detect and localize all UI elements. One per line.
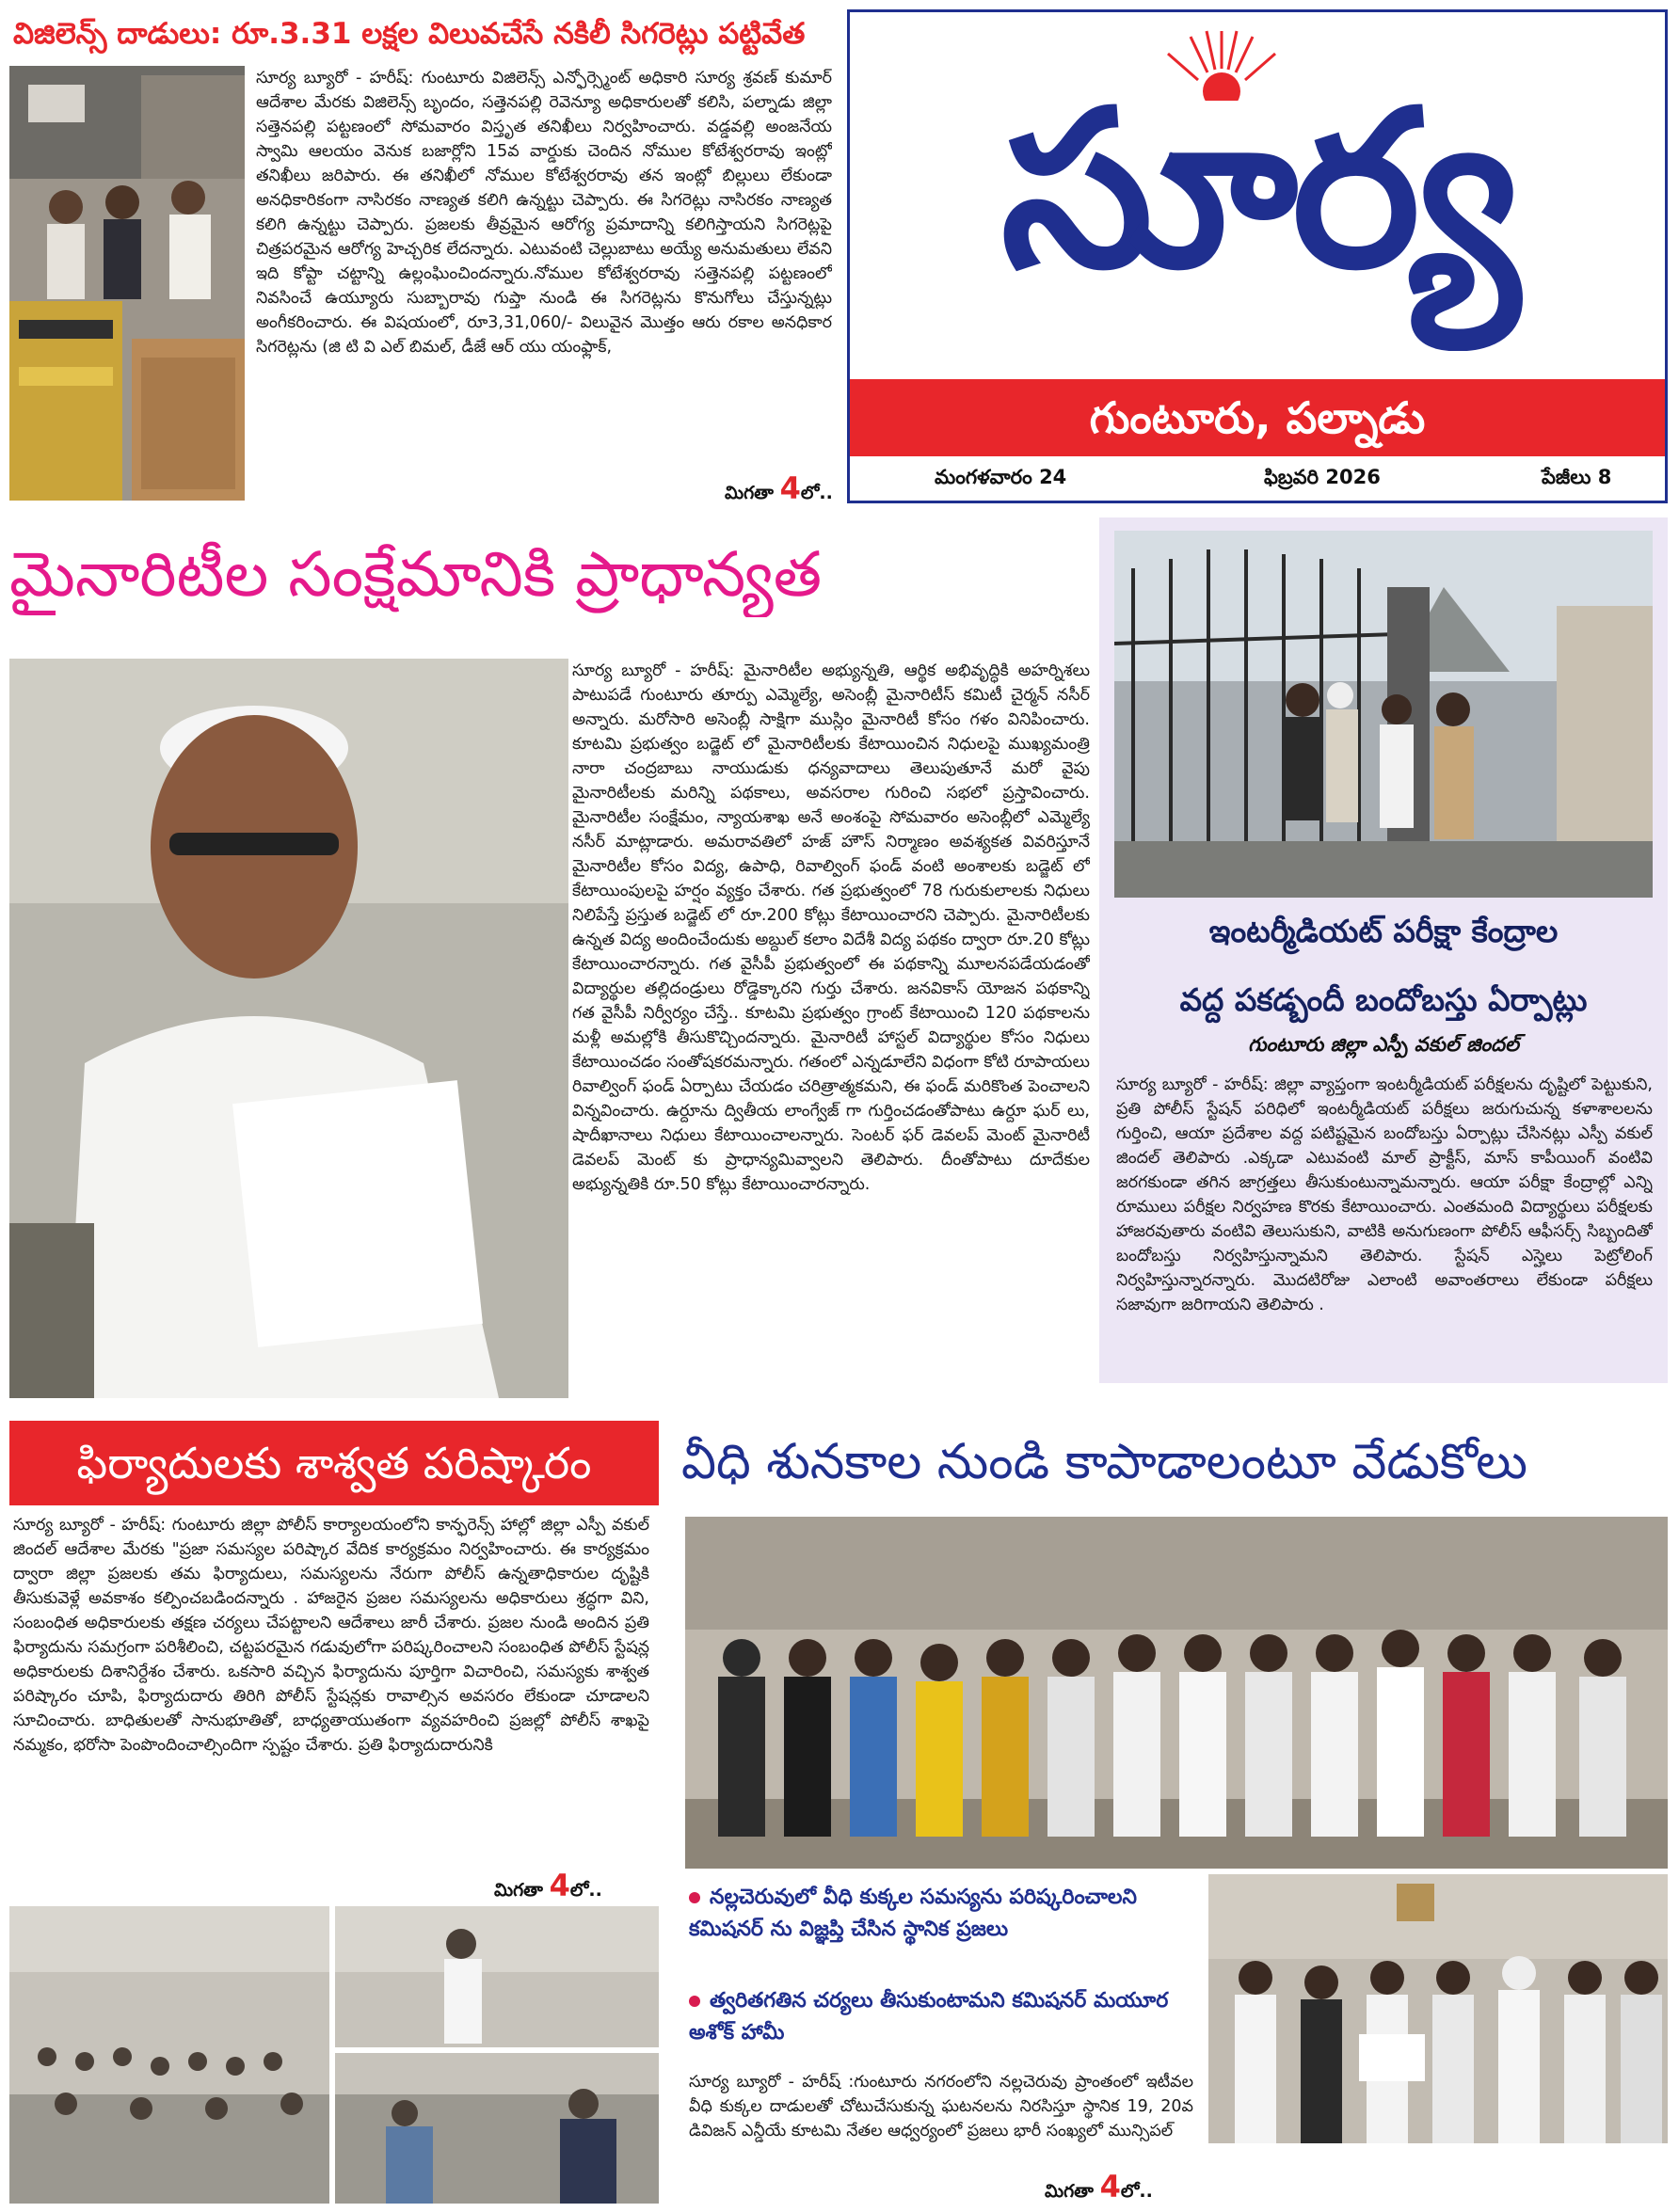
- masthead: [847, 9, 1668, 503]
- bullet-icon: [689, 1996, 700, 2007]
- date-day: మంగళవారం 24: [935, 466, 1067, 488]
- dogs-body: సూర్య బ్యూరో - హరీష్ :గుంటూరు నగరంలోని నల్లచెరువు ప్రాంతంలో ఇటీవల వీధి కుక్కల దాడులతో చోటుచేసుకున్న ఘటనలను నిరసిస్తూ స్థానిక 19, 20వ డివిజన్ ఎన్డీయే కూటమి నేతల ఆధ్వర్యంలో ప్రజలు భారీ సంఖ్యలో మున్సిపల్: [689, 2073, 1193, 2140]
- bullet-text: త్వరితగతిన చర్యలు తీసుకుంటామని కమిషనర్ మయూర అశోక్ హామీ: [689, 1989, 1169, 2045]
- complaints-story-body: సూర్య బ్యూరో - హరీష్: గుంటూరు జిల్లా పోలీస్ కార్యాలయంలోని కాన్ఫరెన్స్ హాల్లో జిల్లా ఎస్పీ వకుల్ జిందల్ ఆదేశాల మేరకు "ప్రజా సమస్యల పరిష్కార వేదిక కార్యక్రమం నిర్వహించారు. ఈ కార్యక్రమం ద్వారా జిల్లా ప్రజలకు తమ ఫిర్యాదులు, సమస్యలను నేరుగా పోలీస్ ఉన్నతాధికారుల దృష్టికి తీసుకువెళ్లే అవకాశం కల్పించబడిందన్నారు . హాజరైన ప్రజల సమస్యలను అధికారులు శ్రద్ధగా విని, సంబంధిత అధికారులకు తక్షణ చర్యలు చేపట్టాలని ఆదేశాలు జారీ చేశారు. ప్రజల నుండి అందిన ప్రతి ఫిర్యాదును సమగ్రంగా పరిశీలించి, చట్టపరమైన గడువులోగా పరిష్కరించాలని సంబంధిత పోలీస్ స్టేషన్ల అధికారులకు దిశానిర్దేశం చేశారు. ఒకసారి వచ్చిన ఫిర్యాదును పూర్తిగా విచారించి, సమస్యకు శాశ్వత పరిష్కారం చూపి, ఫిర్యాదుదారు తిరిగి పోలీస్ స్టేషన్లకు రావాల్సిన అవసరం లేకుండా చూడాలని సూచించారు. బాధితులతో సానుభూతితో, బాధ్యతాయుతంగా వ్యవహరించి ప్రజల్లో పోలీస్ శాఖపై నమ్మకం, భరోసా పెంపొందించాల్సిందిగా స్పష్టం చేశారు. ప్రతి ఫిర్యాదుదారునికి: [13, 1516, 649, 1755]
- top-story-headline: విజిలెన్స్ దాడులు: రూ.3.31 లక్షల విలువచేసే నకిలీ సిగరెట్లు పట్టివేత: [13, 17, 806, 51]
- continued-page-number: 4: [1099, 2169, 1121, 2204]
- cigarette-seizure-photo: [9, 66, 245, 501]
- continued-suffix: లో..: [1120, 2181, 1153, 2202]
- exam-headline-line2: వద్ద పకడ్బందీ బందోబస్తు ఏర్పాట్లు: [1179, 981, 1588, 1018]
- continued-suffix: లో..: [569, 1880, 602, 1901]
- top-story-body: సూర్య బ్యూరో - హరీష్: గుంటూరు విజిలెన్స్ ఎన్ఫోర్స్మెంట్ అధికారి సూర్య శ్రవణ్ కుమార్ ఆదేశాల మేరకు విజిలెన్స్ బృందం, సత్తెనపల్లి రెవెన్యూ అధికారులతో కలిసి, పల్నాడు జిల్లా సత్తెనపల్లి పట్టణంలో సోమవారం విస్తృత తనిఖీలు నిర్వహించారు. వడ్డవల్లి అంజనేయ స్వామి ఆలయం వెనుక బజార్లోని 15వ వార్డుకు చెందిన నోముల కోటేశ్వరరావు ఇంట్లో తనిఖీలు జరిపారు. ఈ తనిఖీలో నోముల కోటేశ్వరరావు తన ఇంట్లో బిల్లులు లేకుండా అనధికారికంగా నాసిరకం నాణ్యత కలిగి ఉన్నట్టు చెప్పారు. ఈ సిగరెట్లు నాసిరకం నాణ్యత కలిగి ఉన్నట్టు చెప్పారు. ప్రజలకు తీవ్రమైన ఆరోగ్య ప్రమాదాన్ని కలిగిస్తాయని సిగరెట్లపై చిత్రపరమైన ఆరోగ్య హెచ్చరిక లేదన్నారు. ఎటువంటి చెల్లుబాటు అయ్యే అనుమతులు లేవని ఇది కోప్టా చట్టాన్ని ఉల్లంఘించిందన్నారు.నోముల కోటేశ్వరరావు సత్తెనపల్లి పట్టణంలో నివసించే ఉయ్యూరు సుబ్బారావు గుప్తా నుండి ఈ సిగరెట్లను కొనుగోలు చేస్తున్నట్లు అంగీకరించారు. ఈ విషయంలో, రూ3,31,060/- విలువైన మొత్తం ఆరు రకాల అనధికార సిగరెట్లను (జి టి వి ఎల్ బిమల్, డీజే ఆర్ యు యంఫ్లాక్,: [256, 69, 832, 357]
- complaints-headline: ఫిర్యాదులకు శాశ్వత పరిష్కారం: [9, 1421, 659, 1505]
- exam-story-box: [1099, 517, 1668, 1383]
- dogs-continued: [1045, 2169, 1153, 2206]
- commissioner-meeting-photo: [1208, 1874, 1668, 2143]
- date-month-year: ఫిబ్రవరి 2026: [1264, 466, 1381, 488]
- continued-page-number: 4: [779, 470, 801, 506]
- masthead-logo: సూర్య: [1000, 65, 1514, 316]
- continued-suffix: లో..: [800, 483, 833, 503]
- lead-headline: మైనారిటీల సంక్షేమానికి ప్రాధాన్యత: [9, 538, 823, 611]
- dogs-bullet-2: [689, 1985, 1188, 2049]
- conference-hall-photo: [9, 1906, 659, 2204]
- lead-story-body: సూర్య బ్యూరో - హరీష్: మైనారిటీల అభ్యున్నతి, ఆర్థిక అభివృద్ధికి అహర్నిశలు పాటుపడే గుంటూరు తూర్పు ఎమ్మెల్యే, అసెంబ్లీ మైనారిటీస్ కమిటీ చైర్మన్ నసీర్ అన్నారు. మరోసారి అసెంబ్లీ సాక్షిగా ముస్లిం మైనారిటీ కోసం గళం వినిపించారు. కూటమి ప్రభుత్వం బడ్జెట్ లో మైనారిటీలకు కేటాయించిన నిధులపై ముఖ్యమంత్రి నారా చంద్రబాబు నాయుడుకు ధన్యవాదాలు తెలుపుతూనే మరో వైపు మైనారిటీలకు మరిన్ని పథకాలు, అవసరాల గురించి సభలో ప్రస్తావించారు. మైనారిటీల సంక్షేమం, న్యాయశాఖ అనే అంశంపై సోమవారం అసెంబ్లీలో ఎమ్మెల్యే నసీర్ మాట్లాడారు. అమరావతిలో హజ్ హౌస్ నిర్మాణం అవశ్యకత వివరిస్తూనే మైనారిటీల కోసం విద్య, ఉపాధి, రివాల్వింగ్ ఫండ్ వంటి అంశాలకు బడ్జెట్ లో కేటాయింపులపై హర్షం వ్యక్తం చేశారు. గత ప్రభుత్వంలో 78 గురుకులాలకు నిధులు నిలిపేస్తే ప్రస్తుత బడ్జెట్ లో రూ.200 కోట్లు కేటాయించారని చెప్పారు. మైనారిటీలకు ఉన్నత విద్య అందించేందుకు అబ్దుల్ కలాం విదేశీ విద్య పథకం ద్వారా రూ.20 కోట్లు కేటాయించారన్నారు. గత వైసీపీ ప్రభుత్వంలో ఈ పథకాన్ని మూలనపడేయడంతో విద్యార్థుల తల్లిదండ్రులు రోడ్డెక్కారని గుర్తు చేశారు. జనవికాస్ యోజన పథకాన్ని గత వైసీపీ నిర్వీర్యం చేస్తే.. కూటమి ప్రభుత్వం గ్రాంట్ కేటాయించి 120 పథకాలను మళ్లీ అమల్లోకి తీసుకొచ్చిందన్నారు. మైనారిటీ హాస్టల్ విద్యార్థుల కోసం నిధులు కేటాయించడం సంతోషకరమన్నారు. గతంలో ఎన్నడూలేని విధంగా కోటి రూపాయలు రివాల్వింగ్ ఫండ్ ఏర్పాటు చేయడం చరిత్రాత్మకమని, ఈ ఫండ్ మరికొంత పెంచాలని విన్నవించారు. ఉర్దూను ద్వితీయ లాంగ్వేజ్ గా గుర్తించడంతోపాటు ఉర్దూ ఘర్ లు, షాదీఖానాలు నిధులు కేటాయించాలన్నారు. సెంటర్ ఫర్ డెవలప్ మెంట్ మైనారిటీ డెవలప్ మెంట్ కు ప్రాధాన్యమివ్వాలని తెలిపారు. దీంతోపాటు దూదేకుల అభ్యున్నతికి రూ.50 కోట్లు కేటాయించారన్నారు.: [572, 661, 1090, 1194]
- exam-byline: గుంటూరు జిల్లా ఎస్పీ వకుల్ జిందల్: [1248, 1033, 1519, 1056]
- dogs-headline: వీధి శునకాల నుండి కాపాడాలంటూ వేడుకోలు: [681, 1434, 1528, 1490]
- bullet-text: నల్లచెరువులో వీధి కుక్కల సమస్యను పరిష్కరించాలని కమిషనర్ ను విజ్ఞప్తి చేసిన స్థానిక ప్రజలు: [689, 1886, 1137, 1941]
- top-story-continued: [725, 470, 833, 508]
- page-count: పేజీలు 8: [1542, 466, 1612, 488]
- complaints-continued: [494, 1868, 602, 1905]
- continued-label: మిగతా: [725, 483, 774, 503]
- bullet-icon: [689, 1892, 700, 1903]
- dogs-bullet-1: [689, 1882, 1188, 1946]
- continued-label: మిగతా: [1045, 2181, 1094, 2202]
- exam-story-body: సూర్య బ్యూరో - హరీష్: జిల్లా వ్యాప్తంగా ఇంటర్మీడియట్ పరీక్షలను దృష్టిలో పెట్టుకుని, ప్రతి పోలీస్ స్టేషన్ పరిధిలో ఇంటర్మీడియట్ పరీక్షలు జరుగుచున్న కళాశాలలను గుర్తించి, ఆయా ప్రదేశాల వద్ద పటిష్టమైన బందోబస్తు ఏర్పాట్లు చేసినట్లు ఎస్పీ వకుల్ జిందల్ తెలిపారు .ఎక్కడా ఎటువంటి మాల్ ప్రాక్టీస్, మాస్ కాపీయింగ్ వంటివి జరగకుండా తగిన జాగ్రత్తలు తీసుకుంటున్నామన్నారు. ఆయా పరీక్షా కేంద్రాల్లో ఎన్ని రూములు పరీక్షల నిర్వహణ కొరకు కేటాయించారు. ఎంతమంది విద్యార్థులు పరీక్షలకు హాజరవుతారు వంటివి తెలుసుకుని, వాటికి అనుగుణంగా పోలీస్ ఆఫీసర్స్ సిబ్బందితో బందోబస్తు నిర్వహిస్తున్నామని తెలిపారు. స్టేషన్ ఎస్హెలు పెట్రోలింగ్ నిర్వహిస్తున్నారన్నారు. మొదటిరోజు ఎలాంటి అవాంతరాలు లేకుండా పరీక్షలు సజావుగా జరిగాయని తెలిపారు .: [1116, 1075, 1653, 1314]
- exam-headline-line1: ఇంటర్మీడియట్ పరీక్షా కేంద్రాల: [1208, 913, 1559, 949]
- exam-centre-gate-photo: [1114, 531, 1653, 898]
- mla-speaking-photo: [9, 659, 568, 1398]
- residents-petition-photo: [685, 1517, 1668, 1869]
- continued-page-number: 4: [549, 1868, 570, 1903]
- edition-banner: గుంటూరు, పల్నాడు: [850, 379, 1665, 456]
- continued-label: మిగతా: [494, 1880, 543, 1901]
